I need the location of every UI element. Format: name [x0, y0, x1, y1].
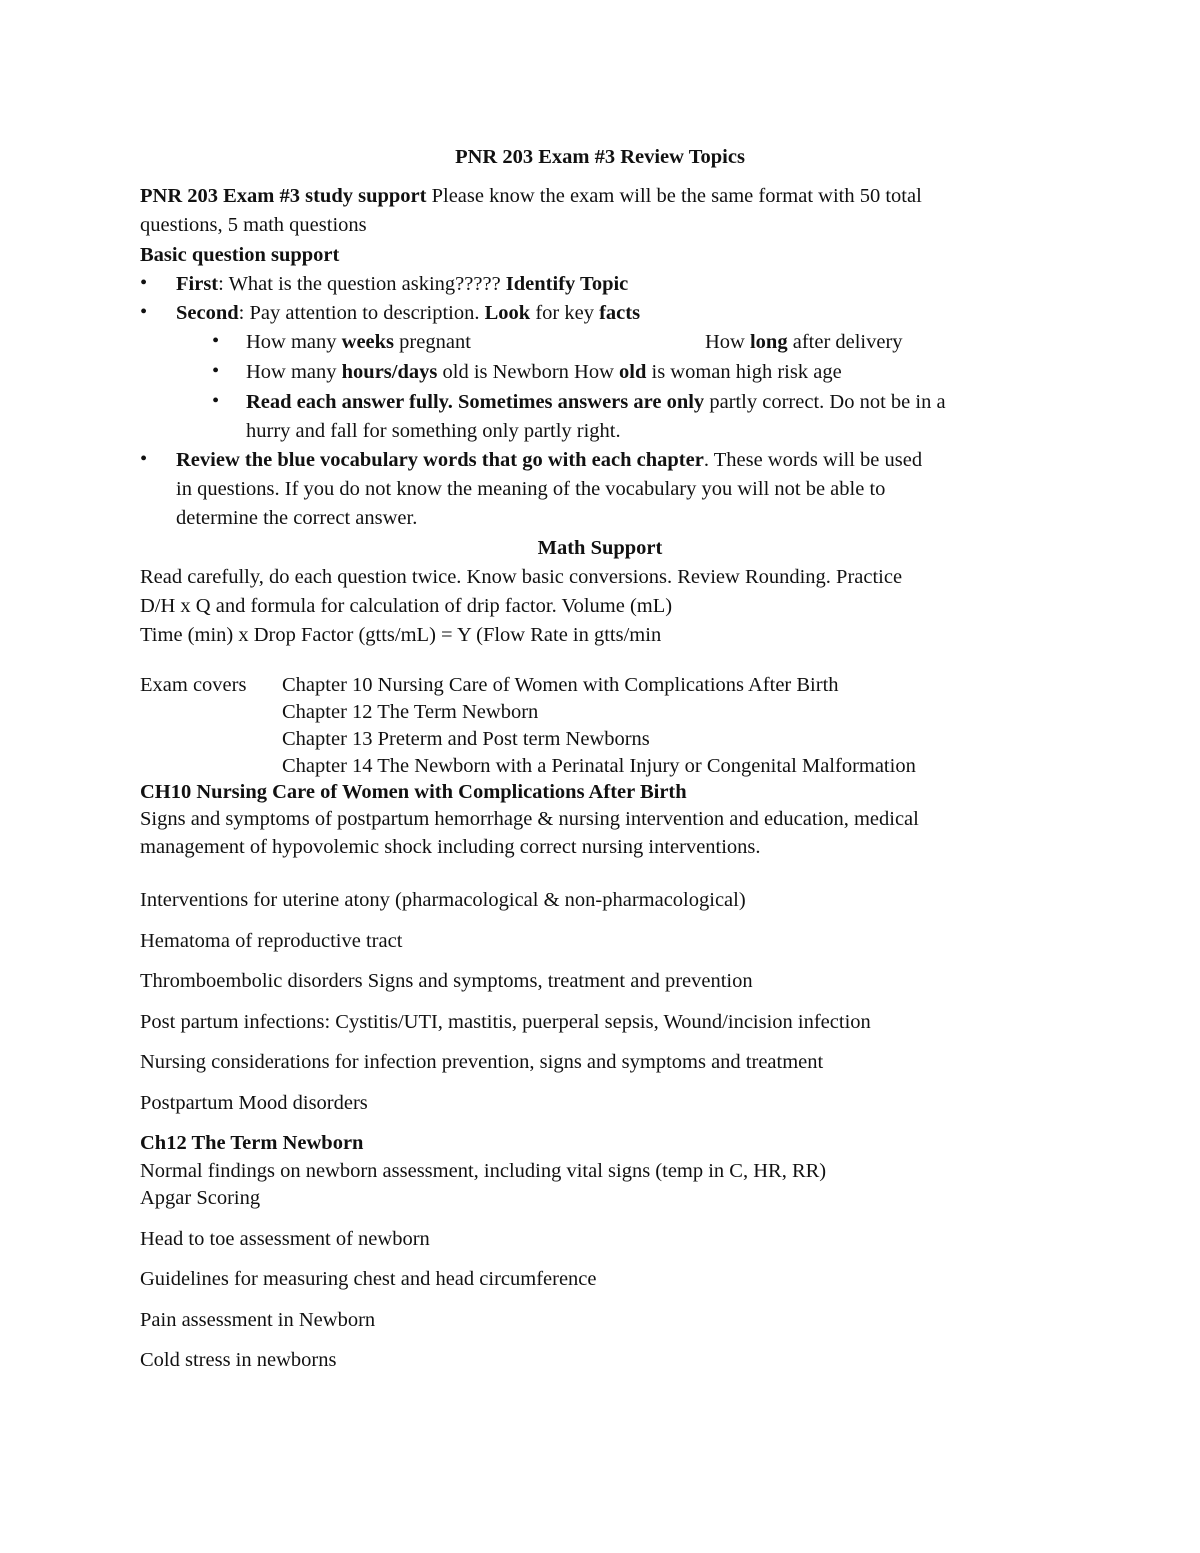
- bullet-icon: •: [212, 390, 220, 412]
- second-bullet-text: [176, 299, 640, 328]
- bullet-icon: •: [212, 360, 220, 382]
- math-heading: Math Support: [537, 537, 663, 559]
- exam-covers-label: Exam covers: [140, 674, 247, 696]
- basic-heading: Basic question support: [140, 244, 340, 266]
- bullet-icon: •: [140, 448, 148, 470]
- sub-bullet-long: [705, 328, 903, 357]
- math-line-2: D/H x Q and formula for calculation of drip factor. Volume (mL): [140, 595, 673, 617]
- ch10-line-1: Signs and symptoms of postpartum hemorrhage & nursing intervention and education, medical: [140, 808, 919, 830]
- sub2-text-c: old is Newborn How: [437, 361, 620, 383]
- intro-bold: PNR 203 Exam #3 study support: [140, 185, 427, 207]
- ch12-heading: Ch12 The Term Newborn: [140, 1132, 364, 1154]
- sub-bullet-hours: [246, 358, 842, 387]
- ch10-item: Postpartum Mood disorders: [140, 1092, 368, 1114]
- ch12-item: Head to toe assessment of newborn: [140, 1228, 430, 1250]
- ch12-item: Guidelines for measuring chest and head circumference: [140, 1268, 597, 1290]
- second-text-2: for key: [530, 302, 600, 324]
- ch12-line-1: Normal findings on newborn assessment, including vital signs (temp in C, HR, RR): [140, 1160, 827, 1182]
- review-text: . These words will be used: [703, 449, 923, 471]
- bullet-icon: •: [212, 330, 220, 352]
- sub2-hours: hours/days: [341, 361, 438, 383]
- sub-bullet-weeks: [246, 328, 471, 357]
- review-line-2: in questions. If you do not know the meaning of the vocabulary you will not be able to: [176, 478, 886, 500]
- math-line-1: Read carefully, do each question twice. Know basic conversions. Review Rounding. Practice: [140, 566, 903, 588]
- ch10-item: Interventions for uterine atony (pharmacological & non-pharmacological): [140, 889, 746, 911]
- sub2-old: old: [619, 361, 647, 383]
- ch10-item: Hematoma of reproductive tract: [140, 930, 403, 952]
- facts-word: facts: [599, 302, 641, 324]
- sub1-text-a: How many: [246, 331, 342, 353]
- look-word: Look: [484, 302, 531, 324]
- sub1-text-d: How: [705, 331, 750, 353]
- intro-line-2: questions, 5 math questions: [140, 214, 367, 236]
- sub2-text-a: How many: [246, 361, 342, 383]
- ch10-line-2: management of hypovolemic shock including correct nursing interventions.: [140, 836, 761, 858]
- bullet-icon: •: [140, 301, 148, 323]
- review-bold: Review the blue vocabulary words that go with each chapter: [176, 449, 704, 471]
- sub1-weeks: weeks: [341, 331, 395, 353]
- chapter-item: Chapter 13 Preterm and Post term Newborns: [282, 728, 650, 750]
- ch12-item: Pain assessment in Newborn: [140, 1309, 376, 1331]
- identify-topic: Identify Topic: [505, 273, 629, 295]
- chapter-item: Chapter 14 The Newborn with a Perinatal Injury or Congenital Malformation: [282, 755, 916, 777]
- ch12-item: Cold stress in newborns: [140, 1349, 337, 1371]
- math-line-3: Time (min) x Drop Factor (gtts/mL) = Y (Flow Rate in gtts/min: [140, 624, 662, 646]
- intro-line-1: [140, 182, 922, 211]
- first-bullet-text: [176, 270, 628, 299]
- sub-bullet-read: [246, 388, 946, 417]
- chapter-item: Chapter 10 Nursing Care of Women with Complications After Birth: [282, 674, 839, 696]
- document-title: PNR 203 Exam #3 Review Topics: [455, 146, 745, 168]
- second-label: Second: [176, 302, 239, 324]
- ch12-line-2: Apgar Scoring: [140, 1187, 261, 1209]
- sub3-bold: Read each answer fully. Sometimes answers are only: [246, 391, 705, 413]
- sub1-text-c: pregnant: [394, 331, 471, 353]
- sub1-text-f: after delivery: [787, 331, 903, 353]
- sub2-text-e: is woman high risk age: [646, 361, 842, 383]
- review-line-3: determine the correct answer.: [176, 507, 418, 529]
- bullet-icon: •: [140, 272, 148, 294]
- first-text: : What is the question asking?????: [218, 273, 506, 295]
- chapter-item: Chapter 12 The Term Newborn: [282, 701, 539, 723]
- intro-text-1: Please know the exam will be the same format with 50 total: [426, 185, 922, 207]
- sub-bullet-read-line-2: hurry and fall for something only partly right.: [246, 420, 621, 442]
- sub1-long: long: [749, 331, 788, 353]
- ch10-item: Nursing considerations for infection prevention, signs and symptoms and treatment: [140, 1051, 824, 1073]
- second-text: : Pay attention to description.: [238, 302, 485, 324]
- ch10-heading: CH10 Nursing Care of Women with Complications After Birth: [140, 781, 687, 803]
- review-bullet-text: [176, 446, 922, 475]
- sub3-text: partly correct. Do not be in a: [704, 391, 946, 413]
- ch10-item: Thromboembolic disorders Signs and symptoms, treatment and prevention: [140, 970, 753, 992]
- first-label: First: [176, 273, 219, 295]
- ch10-item: Post partum infections: Cystitis/UTI, mastitis, puerperal sepsis, Wound/incision infection: [140, 1011, 871, 1033]
